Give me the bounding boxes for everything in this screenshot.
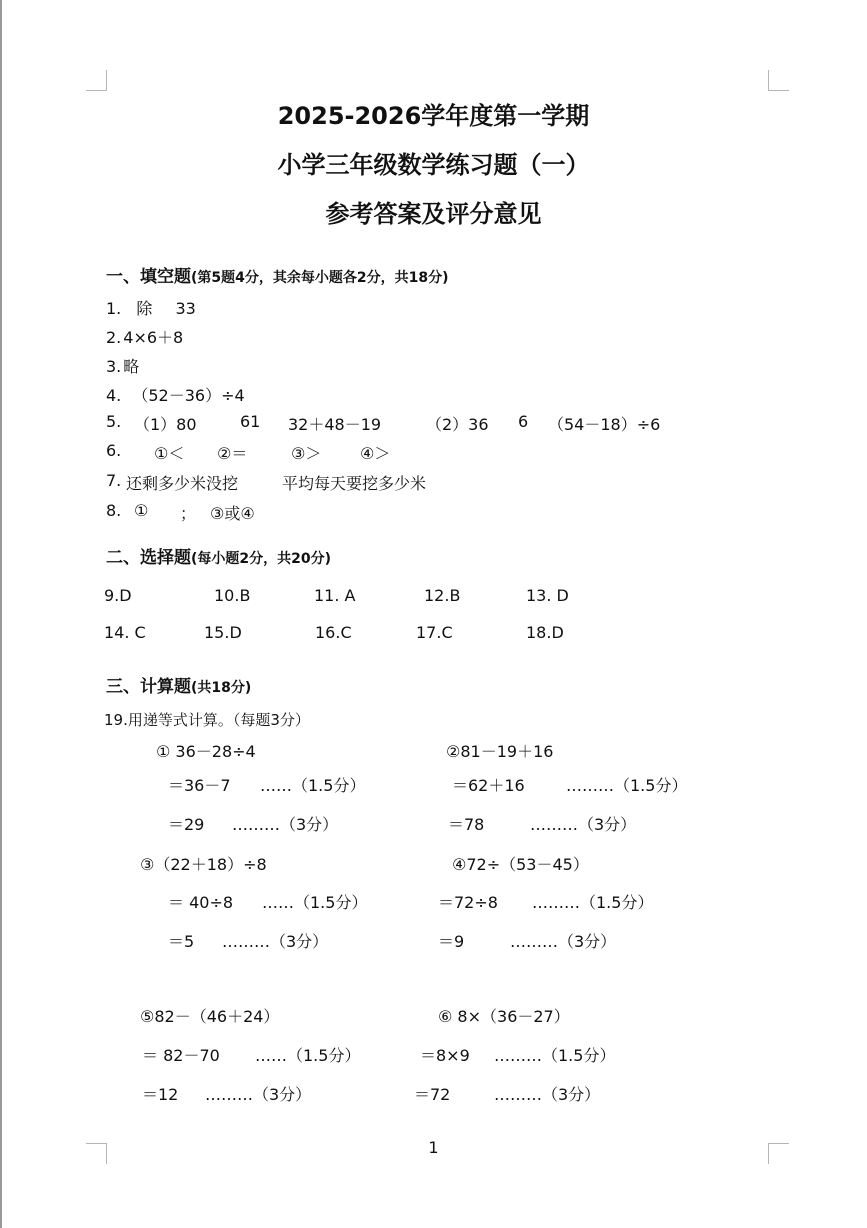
item-part: （52－36）÷4 bbox=[132, 386, 245, 405]
problem-1-expr: ① 36－28÷4 bbox=[156, 742, 256, 761]
crop-mark-top-right bbox=[768, 70, 789, 91]
item-part: ①＜ bbox=[154, 444, 185, 463]
choice-answer: 10.B bbox=[214, 586, 251, 605]
item-part: 32＋48－19 bbox=[288, 415, 382, 434]
section3-heading-text: 三、计算题 bbox=[106, 677, 191, 697]
problem-1-step2: ＝29 bbox=[168, 815, 205, 834]
item-part: 61 bbox=[240, 412, 261, 431]
problem-3-step2: ＝5 bbox=[168, 932, 195, 951]
choice-answer: 18.D bbox=[526, 623, 564, 642]
problem-5-expr: ⑤82－（46＋24） bbox=[140, 1007, 280, 1026]
section2-note: (每小题2分，共20分) bbox=[191, 551, 332, 567]
item-part: ① bbox=[134, 501, 149, 520]
problem-2-score1: ………（1.5分） bbox=[566, 776, 688, 795]
title-line3: 参考答案及评分意见 bbox=[325, 200, 542, 228]
problem-6-score2: ………（3分） bbox=[494, 1085, 601, 1104]
section2-heading bbox=[106, 543, 331, 568]
section3-note: (共18分) bbox=[191, 680, 252, 696]
item-part: （1）80 bbox=[134, 415, 197, 434]
item-part: ③或④ bbox=[210, 504, 255, 523]
page-left-edge bbox=[0, 0, 2, 1228]
item-part: ②＝ bbox=[217, 444, 248, 463]
problem-5-score2: ………（3分） bbox=[205, 1085, 312, 1104]
problem-5-step1: ＝ 82－70 bbox=[142, 1046, 220, 1065]
item-part: ④＞ bbox=[360, 444, 391, 463]
problem-6-score1: ………（1.5分） bbox=[494, 1046, 616, 1065]
problem-6-step2: ＝72 bbox=[414, 1085, 451, 1104]
section1-note: (第5题4分，其余每小题各2分，共18分) bbox=[191, 270, 449, 286]
choice-answer: 11. A bbox=[314, 586, 356, 605]
page-number: 1 bbox=[428, 1138, 439, 1157]
problem-3-score2: ………（3分） bbox=[222, 932, 329, 951]
item-num: 1. bbox=[106, 299, 122, 318]
item-part: ； bbox=[180, 504, 197, 523]
item-part: （54－18）÷6 bbox=[548, 415, 661, 434]
item-part: 平均每天要挖多少米 bbox=[282, 474, 427, 493]
crop-mark-top-left bbox=[86, 70, 107, 91]
section3-heading bbox=[106, 672, 251, 697]
item-part: 还剩多少米没挖 bbox=[126, 474, 239, 493]
problem-4-score1: ………（1.5分） bbox=[532, 893, 654, 912]
problem-5-step2: ＝12 bbox=[142, 1085, 179, 1104]
item-part: （2）36 bbox=[426, 415, 489, 434]
problem-3-score1: ……（1.5分） bbox=[262, 893, 368, 912]
problem-1-step1: ＝36－7 bbox=[168, 776, 231, 795]
question-19: 19.用递等式计算。（每题3分） bbox=[104, 711, 310, 729]
item-part: 除 bbox=[136, 299, 153, 318]
problem-1-score1: ……（1.5分） bbox=[260, 776, 366, 795]
choice-answer: 17.C bbox=[416, 623, 453, 642]
item-num: 8. bbox=[106, 501, 122, 520]
item-num: 7. bbox=[106, 471, 122, 490]
section1-heading bbox=[106, 262, 449, 287]
answer-4 bbox=[106, 383, 245, 406]
item-num: 3. bbox=[106, 357, 122, 376]
title-line1: 2025-2026学年度第一学期 bbox=[277, 102, 590, 130]
item-part: 略 bbox=[123, 357, 140, 376]
choice-answer: 9.D bbox=[104, 586, 132, 605]
choice-answer: 14. C bbox=[104, 623, 146, 642]
answer-1 bbox=[106, 296, 196, 319]
problem-3-step1: ＝ 40÷8 bbox=[168, 893, 234, 912]
choice-answer: 13. D bbox=[526, 586, 569, 605]
item-part: 33 bbox=[175, 299, 196, 318]
problem-4-score2: ………（3分） bbox=[510, 932, 617, 951]
item-part: 6 bbox=[518, 412, 529, 431]
problem-6-step1: ＝8×9 bbox=[420, 1046, 470, 1065]
answer-2 bbox=[106, 325, 183, 348]
problem-2-step1: ＝62＋16 bbox=[452, 776, 525, 795]
problem-4-expr: ④72÷（53－45） bbox=[452, 855, 589, 874]
item-num: 2. bbox=[106, 328, 122, 347]
problem-3-expr: ③（22＋18）÷8 bbox=[140, 855, 267, 874]
answer-3 bbox=[106, 354, 139, 377]
problem-2-expr: ②81－19＋16 bbox=[446, 742, 554, 761]
item-num: 4. bbox=[106, 386, 122, 405]
problem-2-score2: ………（3分） bbox=[530, 815, 637, 834]
section2-heading-text: 二、选择题 bbox=[106, 548, 191, 568]
problem-6-expr: ⑥ 8×（36－27） bbox=[438, 1007, 570, 1026]
problem-5-score1: ……（1.5分） bbox=[255, 1046, 361, 1065]
item-part: ③＞ bbox=[291, 444, 322, 463]
title-line2: 小学三年级数学练习题（一） bbox=[277, 151, 590, 179]
item-num: 5. bbox=[106, 412, 122, 431]
problem-4-step2: ＝9 bbox=[438, 932, 465, 951]
problem-2-step2: ＝78 bbox=[448, 815, 485, 834]
choice-answer: 16.C bbox=[315, 623, 352, 642]
problem-1-score2: ………（3分） bbox=[232, 815, 339, 834]
choice-answer: 15.D bbox=[204, 623, 242, 642]
problem-4-step1: ＝72÷8 bbox=[438, 893, 498, 912]
section1-heading-text: 一、填空题 bbox=[106, 267, 191, 287]
choice-answer: 12.B bbox=[424, 586, 461, 605]
item-part: 4×6＋8 bbox=[123, 328, 184, 347]
item-num: 6. bbox=[106, 441, 122, 460]
